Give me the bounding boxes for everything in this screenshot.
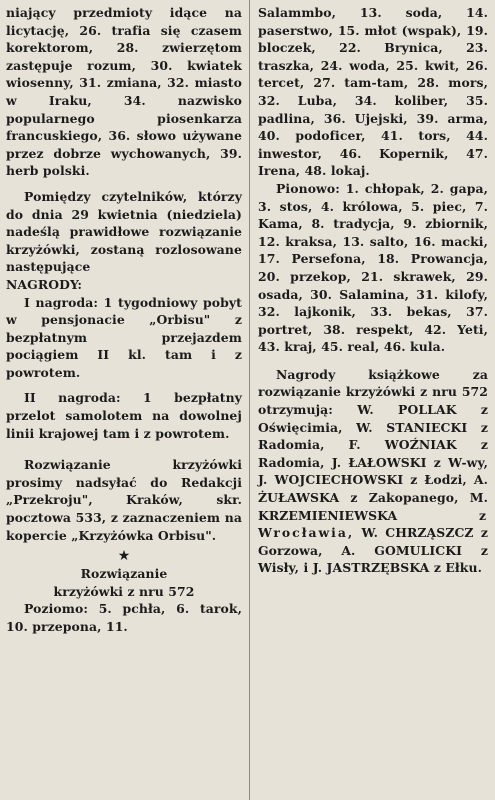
prizes-heading: NAGRODY: bbox=[6, 276, 83, 292]
winner: J. JASTRZĘBSKA z Ełku. bbox=[312, 560, 482, 576]
right-column bbox=[258, 4, 488, 577]
winner: F. WOŹNIAK z Radomia, bbox=[258, 437, 488, 470]
winner: W. CHRZĄSZCZ z Gorzowa, bbox=[258, 525, 488, 558]
winner: J. WOJCIECHOWSKI z Łodzi, bbox=[258, 472, 467, 488]
winner: M. KRZEMIENIEWSKA z Wrocławia, bbox=[258, 490, 489, 541]
winner: W. POLLAK z Oświęcimia, bbox=[258, 402, 489, 435]
contest-intro: Pomiędzy czytelników, którzy do dnia 29 kwietnia (niedziela) nadeślą prawidłowe rozwiązanie krzyżówki, zostaną rozlosowane następujące bbox=[6, 188, 242, 275]
solution-across-continued: Salammbo, 13. soda, 14. paserstwo, 15. młot (wspak), 19. bloczek, 22. Brynica, 23. traszka, 24. woda, 25. kwit, 26. tercet, 27. tam-tam, 28. mors, 32. Luba, 34. koliber, 35. padlina, 36. Ujejski, 39. arma, 40. podoficer, 41. tors, 44. inwestor, 46. Kopernik, 47. Irena, 48. lokaj. bbox=[258, 5, 488, 179]
column-divider bbox=[249, 0, 250, 800]
winner: W. STANIECKI z Radomia, bbox=[258, 419, 488, 453]
prize-second: II nagroda: 1 bezpłatny przelot samolotem na dowolnej linii krajowej tam i z powrotem. bbox=[6, 390, 242, 441]
star-separator: ★ bbox=[117, 548, 131, 565]
left-column bbox=[6, 4, 242, 636]
winner: J. ŁAŁOWSKI z W-wy, bbox=[331, 454, 488, 470]
solution-heading: Rozwiązanie krzyżówki z nru 572 bbox=[53, 566, 195, 599]
winner: A. GOMULICKI z Wisły, bbox=[258, 542, 489, 576]
prize-first: I nagroda: 1 tygodniowy pobyt w pensjonacie „Orbisu" z bezpłatnym przejazdem pociągiem II kl. tam i z powrotem. bbox=[6, 294, 242, 380]
winners-intro: Nagrody książkowe za rozwiązanie krzyżówki z nru 572 otrzymują: bbox=[258, 366, 488, 418]
submission-instructions: Rozwiązanie krzyżówki prosimy nadsyłać do Redakcji „Przekroju", Kraków, skr. pocztowa 533, z zaznaczeniem na kopercie „Krzyżówka Orbisu". bbox=[6, 457, 242, 543]
winner: A. ŻUŁAWSKA z Zakopanego, bbox=[258, 472, 489, 506]
winners-list: Nagrody książkowe za rozwiązanie krzyżówki z nru 572 otrzymują: W. POLLAK z Oświęcimia, W. STANIECKI z Radomia, F. WOŹNIAK z Radomia, J. ŁAŁOWSKI z W-wy, J. WOJCIECHOWSKI z Łodzi, A. ŻUŁAWSKA z Zakopanego, M. KRZEMIENIEWSKA z Wrocławia, W. CHRZĄSZCZ z Gorzowa, A. GOMULICKI z Wisły, i J. JASTRZĘBSKA z Ełku. bbox=[258, 366, 489, 576]
solution-across: Poziomo: 5. pchła, 6. tarok, 10. przepona, 11. bbox=[6, 601, 242, 634]
clues-continuation: niający przedmioty idące na licytację, 26. trafia się czasem korektorom, 28. zwierzętom zastępuje rozum, 30. kwiatek wiosenny, 31. zmiana, 32. miasto w Iraku, 34. nazwisko popularnego piosenkarza francuskiego, 36. słowo używane przez dobrze wychowanych, 39. herb polski. bbox=[6, 5, 242, 179]
solution-down: Pionowo: 1. chłopak, 2. gapa, 3. stos, 4. królowa, 5. piec, 7. Kama, 8. tradycja, 9. zbiornik, 12. kraksa, 13. salto, 16. macki, 17. Persefona, 18. Prowancja, 20. przekop, 21. skrawek, 29. osada, 30. Salamina, 31. kilofy, 32. lajkonik, 33. bekas, 37. portret, 38. respekt, 42. Yeti, 43. kraj, 45. real, 46. kula. bbox=[258, 180, 488, 355]
